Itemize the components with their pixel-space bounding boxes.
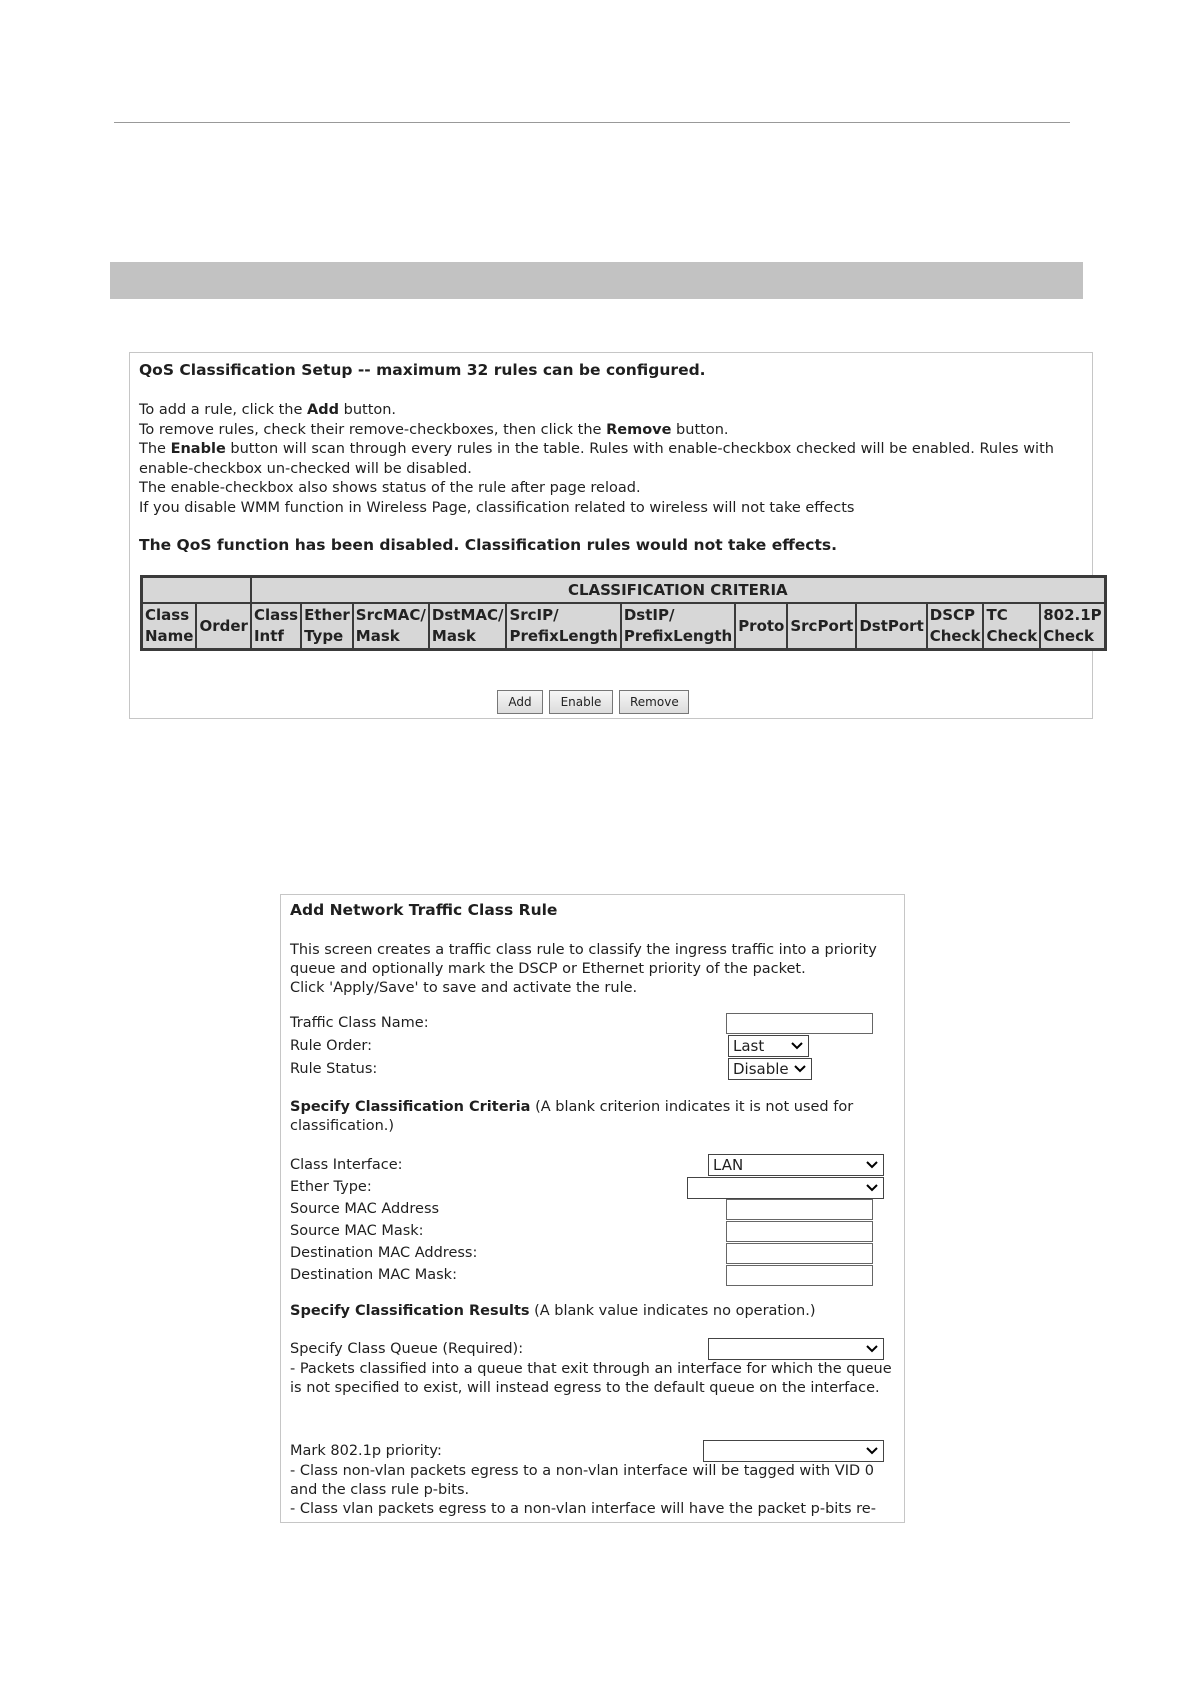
mark-note-line-1: - Class non-vlan packets egress to a non-vlan interface will be tagged with VID 0 bbox=[290, 1463, 875, 1479]
classification-table bbox=[140, 575, 1107, 651]
ether-type-select[interactable] bbox=[687, 1177, 884, 1199]
instruction-status: The enable-checkbox also shows status of the rule after page reload. bbox=[139, 480, 641, 496]
queue-note-line-2: is not specified to exist, will instead egress to the default queue on the interface. bbox=[290, 1380, 880, 1396]
rule-status-select[interactable] bbox=[728, 1058, 812, 1080]
intro-line-3: Click 'Apply/Save' to save and activate the rule. bbox=[290, 980, 638, 996]
enable-button[interactable]: Enable bbox=[549, 690, 613, 714]
panel-title: Add Network Traffic Class Rule bbox=[290, 901, 558, 919]
action-buttons bbox=[497, 690, 689, 714]
queue-note-line-1: - Packets classified into a queue that exit through an interface for which the queue bbox=[290, 1361, 892, 1377]
instruction-enable-cont: enable-checkbox un-checked will be disabled. bbox=[139, 460, 472, 477]
source-mac-mask-input[interactable] bbox=[726, 1221, 873, 1242]
class-queue-select[interactable] bbox=[708, 1338, 884, 1360]
mark-8021p-label: Mark 802.1p priority: bbox=[290, 1443, 442, 1459]
chevron-down-icon bbox=[865, 1182, 879, 1194]
qos-classification-panel bbox=[129, 352, 1102, 719]
qos-disabled-warning: The QoS function has been disabled. Classification rules would not take effects. bbox=[139, 536, 837, 554]
col-dscp-check: DSCP Check bbox=[927, 603, 984, 650]
chevron-down-icon bbox=[865, 1445, 879, 1457]
class-interface-value: LAN bbox=[713, 1156, 744, 1174]
results-heading: Specify Classification Results (A blank value indicates no operation.) bbox=[290, 1303, 816, 1319]
chevron-down-icon bbox=[793, 1063, 807, 1075]
col-srcip: SrcIP/ PrefixLength bbox=[506, 603, 620, 650]
top-divider bbox=[114, 122, 1070, 123]
instruction-enable: The Enable button will scan through every rules in the table. Rules with enable-checkbox checked will be enabled. Rules with bbox=[139, 441, 1054, 457]
add-traffic-class-rule-panel bbox=[280, 894, 905, 1523]
ether-type-label: Ether Type: bbox=[290, 1179, 372, 1195]
criteria-group-header: CLASSIFICATION CRITERIA bbox=[251, 577, 1105, 604]
rule-status-label: Rule Status: bbox=[290, 1061, 378, 1077]
criteria-note: classification.) bbox=[290, 1118, 395, 1134]
class-queue-label: Specify Class Queue (Required): bbox=[290, 1341, 524, 1357]
mark-8021p-select[interactable] bbox=[703, 1440, 884, 1462]
class-interface-label: Class Interface: bbox=[290, 1157, 403, 1173]
destination-mac-mask-input[interactable] bbox=[726, 1265, 873, 1286]
instruction-wmm: If you disable WMM function in Wireless Page, classification related to wireless will not take effects bbox=[139, 499, 855, 516]
source-mac-address-label: Source MAC Address bbox=[290, 1201, 440, 1217]
col-class-intf: Class Intf bbox=[251, 603, 301, 650]
rule-status-value: Disable bbox=[733, 1060, 789, 1078]
traffic-class-name-label: Traffic Class Name: bbox=[290, 1015, 429, 1031]
instructions bbox=[139, 401, 1084, 518]
col-dstport: DstPort bbox=[856, 603, 926, 650]
destination-mac-address-label: Destination MAC Address: bbox=[290, 1245, 478, 1261]
col-class-name: Class Name bbox=[142, 603, 197, 650]
instruction-add: To add a rule, click the Add button. bbox=[139, 402, 397, 418]
criteria-heading: Specify Classification Criteria (A blank criterion indicates it is not used for bbox=[290, 1099, 854, 1115]
source-mac-mask-label: Source MAC Mask: bbox=[290, 1223, 424, 1239]
col-dstmac: DstMAC/ Mask bbox=[429, 603, 507, 650]
col-8021p-check: 802.1P Check bbox=[1040, 603, 1105, 650]
traffic-class-name-input[interactable] bbox=[726, 1013, 873, 1034]
col-ether-type: Ether Type bbox=[301, 603, 353, 650]
destination-mac-address-input[interactable] bbox=[726, 1243, 873, 1264]
class-interface-select[interactable] bbox=[708, 1154, 884, 1176]
add-button[interactable]: Add bbox=[497, 690, 543, 714]
col-proto: Proto bbox=[735, 603, 787, 650]
chevron-down-icon bbox=[865, 1159, 879, 1171]
col-srcmac: SrcMAC/ Mask bbox=[353, 603, 429, 650]
intro-line-1: This screen creates a traffic class rule to classify the ingress traffic into a priority bbox=[290, 942, 877, 958]
col-dstip: DstIP/ PrefixLength bbox=[621, 603, 735, 650]
rule-order-select[interactable] bbox=[728, 1035, 809, 1057]
mark-note-line-3: - Class vlan packets egress to a non-vlan interface will have the packet p-bits re- bbox=[290, 1501, 876, 1517]
mark-note-line-2: and the class rule p-bits. bbox=[290, 1482, 470, 1498]
rule-order-label: Rule Order: bbox=[290, 1038, 373, 1054]
col-srcport: SrcPort bbox=[787, 603, 856, 650]
intro-line-2: queue and optionally mark the DSCP or Ethernet priority of the packet. bbox=[290, 961, 806, 977]
destination-mac-mask-label: Destination MAC Mask: bbox=[290, 1267, 457, 1283]
column-headers bbox=[142, 603, 1106, 650]
source-mac-address-input[interactable] bbox=[726, 1199, 873, 1220]
chevron-down-icon bbox=[790, 1040, 804, 1052]
rule-order-value: Last bbox=[733, 1037, 765, 1055]
chevron-down-icon bbox=[865, 1343, 879, 1355]
col-tc-check: TC Check bbox=[983, 603, 1040, 650]
col-order: Order bbox=[196, 603, 250, 650]
section-header-band bbox=[110, 262, 1083, 299]
remove-button[interactable]: Remove bbox=[619, 690, 689, 714]
table-blank-header bbox=[142, 577, 251, 604]
panel-title: QoS Classification Setup -- maximum 32 rules can be configured. bbox=[139, 361, 706, 379]
instruction-remove: To remove rules, check their remove-checkboxes, then click the Remove button. bbox=[139, 421, 729, 438]
